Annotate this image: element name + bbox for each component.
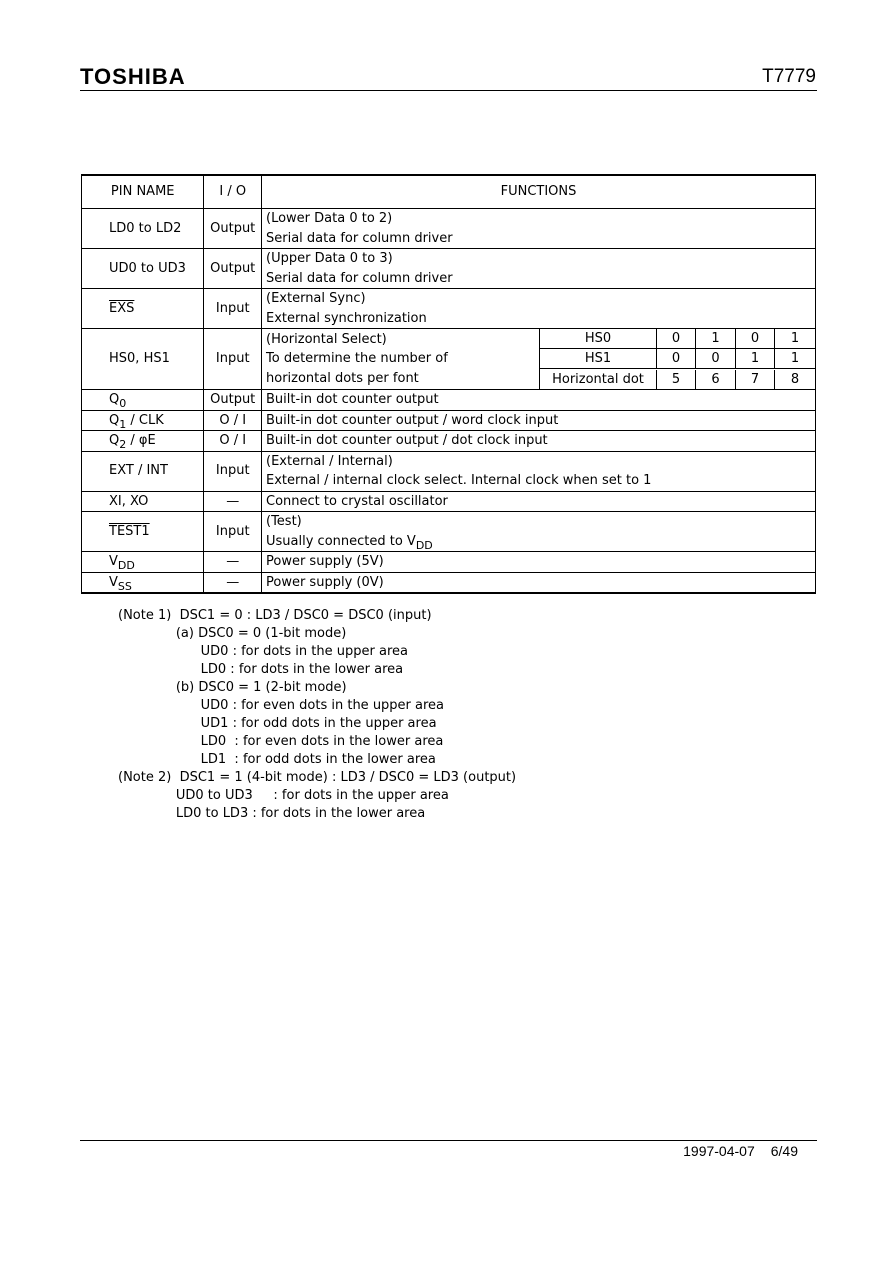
note-line: UD0 to UD3 : for dots in the upper area — [118, 788, 449, 803]
pin-function: Built-in dot counter output / dot clock input — [262, 431, 816, 452]
hs-grid-cell: 7 — [736, 370, 775, 389]
pin-function: Connect to crystal oscillator — [262, 491, 816, 512]
table-row — [82, 451, 816, 491]
note-line: (b) DSC0 = 1 (2-bit mode) — [118, 680, 347, 695]
table-row — [82, 431, 816, 452]
note-line: UD0 : for even dots in the upper area — [118, 698, 445, 713]
pin-name-subscript: 0 — [119, 397, 127, 410]
brand-logo: TOSHIBA — [80, 64, 186, 89]
function-desc: Serial data for column driver — [266, 230, 453, 246]
table-header-row — [82, 175, 816, 209]
pin-io: O / I — [204, 431, 262, 452]
pin-name — [82, 572, 204, 593]
pin-name-base: Q — [109, 433, 120, 448]
pin-io: Output — [204, 209, 262, 249]
note-line: (a) DSC0 = 0 (1-bit mode) — [118, 626, 347, 641]
function-title: (Upper Data 0 to 3) — [266, 251, 393, 266]
footer — [683, 1143, 798, 1159]
hs-grid-cell: 1 — [736, 349, 775, 369]
pin-name: HS0, HS1 — [82, 329, 204, 390]
table-row — [82, 410, 816, 431]
pin-name-base: V — [109, 554, 118, 569]
pin-name-overlined: TEST1 — [109, 523, 150, 539]
hs-grid-cell: 1 — [775, 329, 815, 349]
horizontal-dot-table — [540, 329, 815, 389]
pin-name — [82, 431, 204, 452]
hs-description — [262, 329, 540, 389]
function-title: (Lower Data 0 to 2) — [266, 211, 393, 226]
function-desc: To determine the number of — [266, 351, 448, 367]
note-line: (Note 1) DSC1 = 0 : LD3 / DSC0 = DSC0 (input) — [118, 608, 432, 623]
function-desc: horizontal dots per font — [266, 370, 419, 386]
pin-name: EXT / INT — [82, 451, 204, 491]
pin-io: Input — [204, 329, 262, 390]
table-row — [82, 209, 816, 249]
pin-name — [82, 289, 204, 329]
pin-function: Power supply (5V) — [262, 552, 816, 573]
pin-function: Built-in dot counter output — [262, 390, 816, 411]
hs-grid-label: HS0 — [540, 329, 657, 349]
pin-io: — — [204, 572, 262, 593]
pin-function — [262, 451, 816, 491]
header-pin-name: PIN NAME — [82, 175, 204, 209]
pin-io: — — [204, 491, 262, 512]
note-line: LD0 : for dots in the lower area — [118, 662, 404, 677]
note-line: UD1 : for odd dots in the upper area — [118, 716, 437, 731]
table-row — [82, 552, 816, 573]
note-line: (Note 2) DSC1 = 1 (4-bit mode) : LD3 / DSC0 = LD3 (output) — [118, 770, 517, 785]
function-desc: External synchronization — [266, 310, 427, 326]
function-title: (Horizontal Select) — [266, 331, 387, 347]
pin-io: Input — [204, 451, 262, 491]
pin-function — [262, 329, 816, 390]
hs-grid-label: Horizontal dot — [540, 370, 657, 389]
function-desc: External / internal clock select. Internal clock when set to 1 — [266, 473, 652, 488]
note-line: LD0 to LD3 : for dots in the lower area — [118, 806, 426, 821]
table-row — [82, 491, 816, 512]
pin-name-subscript: DD — [117, 559, 135, 572]
pin-name-tail: / CLK — [126, 412, 164, 428]
hs-grid-cell: 5 — [657, 370, 696, 389]
pin-name — [82, 552, 204, 573]
pin-function-table — [81, 174, 816, 594]
part-number: T7779 — [762, 66, 816, 87]
pin-function — [262, 512, 816, 552]
note-line: UD0 : for dots in the upper area — [118, 644, 408, 659]
hs-function-box — [262, 329, 815, 389]
function-desc-subscript: DD — [415, 538, 433, 552]
pin-name: LD0 to LD2 — [82, 209, 204, 249]
pin-name-base: Q — [109, 392, 120, 407]
function-desc: Serial data for column driver — [266, 270, 453, 286]
footer-rule — [80, 1140, 817, 1141]
notes — [118, 607, 516, 823]
footer-page-number: 6/49 — [770, 1143, 798, 1159]
hs-grid-cell: 0 — [696, 349, 736, 369]
pin-name — [82, 410, 204, 431]
table-row — [82, 249, 816, 289]
pin-name-tail: / φE — [126, 433, 156, 448]
header-io: I / O — [204, 175, 262, 209]
table-row — [82, 329, 816, 390]
pin-name: UD0 to UD3 — [82, 249, 204, 289]
table-row — [82, 289, 816, 329]
footer-date: 1997-04-07 — [683, 1143, 755, 1159]
pin-name: XI, XO — [82, 491, 204, 512]
pin-io: Output — [204, 249, 262, 289]
hs-grid-cell: 0 — [736, 329, 775, 349]
hs-grid-cell: 0 — [657, 329, 696, 349]
function-title: (External / Internal) — [266, 453, 393, 469]
table-row — [82, 512, 816, 552]
pin-function: Power supply (0V) — [262, 572, 816, 593]
pin-name-base: Q — [109, 412, 120, 428]
pin-function: Built-in dot counter output / word clock input — [262, 410, 816, 431]
pin-function — [262, 249, 816, 289]
pin-name-subscript: 1 — [119, 417, 127, 431]
hs-grid-cell: 0 — [657, 349, 696, 369]
pin-io: — — [204, 552, 262, 573]
hs-grid-cell: 1 — [775, 349, 815, 369]
header-rule — [80, 90, 817, 91]
function-title: (External Sync) — [266, 291, 366, 306]
function-desc — [266, 532, 811, 552]
hs-grid-cell: 1 — [696, 329, 736, 349]
note-line: LD0 : for even dots in the lower area — [118, 734, 444, 749]
function-title: (Test) — [266, 514, 302, 529]
function-desc-text: Usually connected to V — [266, 533, 416, 549]
header-functions: FUNCTIONS — [262, 175, 816, 209]
pin-name-subscript: 2 — [119, 438, 127, 451]
hs-grid-label: HS1 — [540, 349, 657, 369]
pin-function — [262, 209, 816, 249]
pin-name-subscript: SS — [117, 579, 132, 593]
table-row — [82, 390, 816, 411]
pin-io: Output — [204, 390, 262, 411]
note-line: LD1 : for odd dots in the lower area — [118, 752, 436, 767]
hs-grid-cell: 6 — [696, 370, 736, 389]
pin-io: Input — [204, 512, 262, 552]
hs-grid-cell: 8 — [790, 371, 800, 387]
pin-function — [262, 289, 816, 329]
table-row — [82, 572, 816, 593]
pin-io: O / I — [204, 410, 262, 431]
pin-io: Input — [204, 289, 262, 329]
pin-name — [82, 512, 204, 552]
pin-name — [82, 390, 204, 411]
pin-name-base: V — [109, 574, 118, 590]
pin-name-overlined: $\overline{EXS}$ — [109, 300, 135, 316]
